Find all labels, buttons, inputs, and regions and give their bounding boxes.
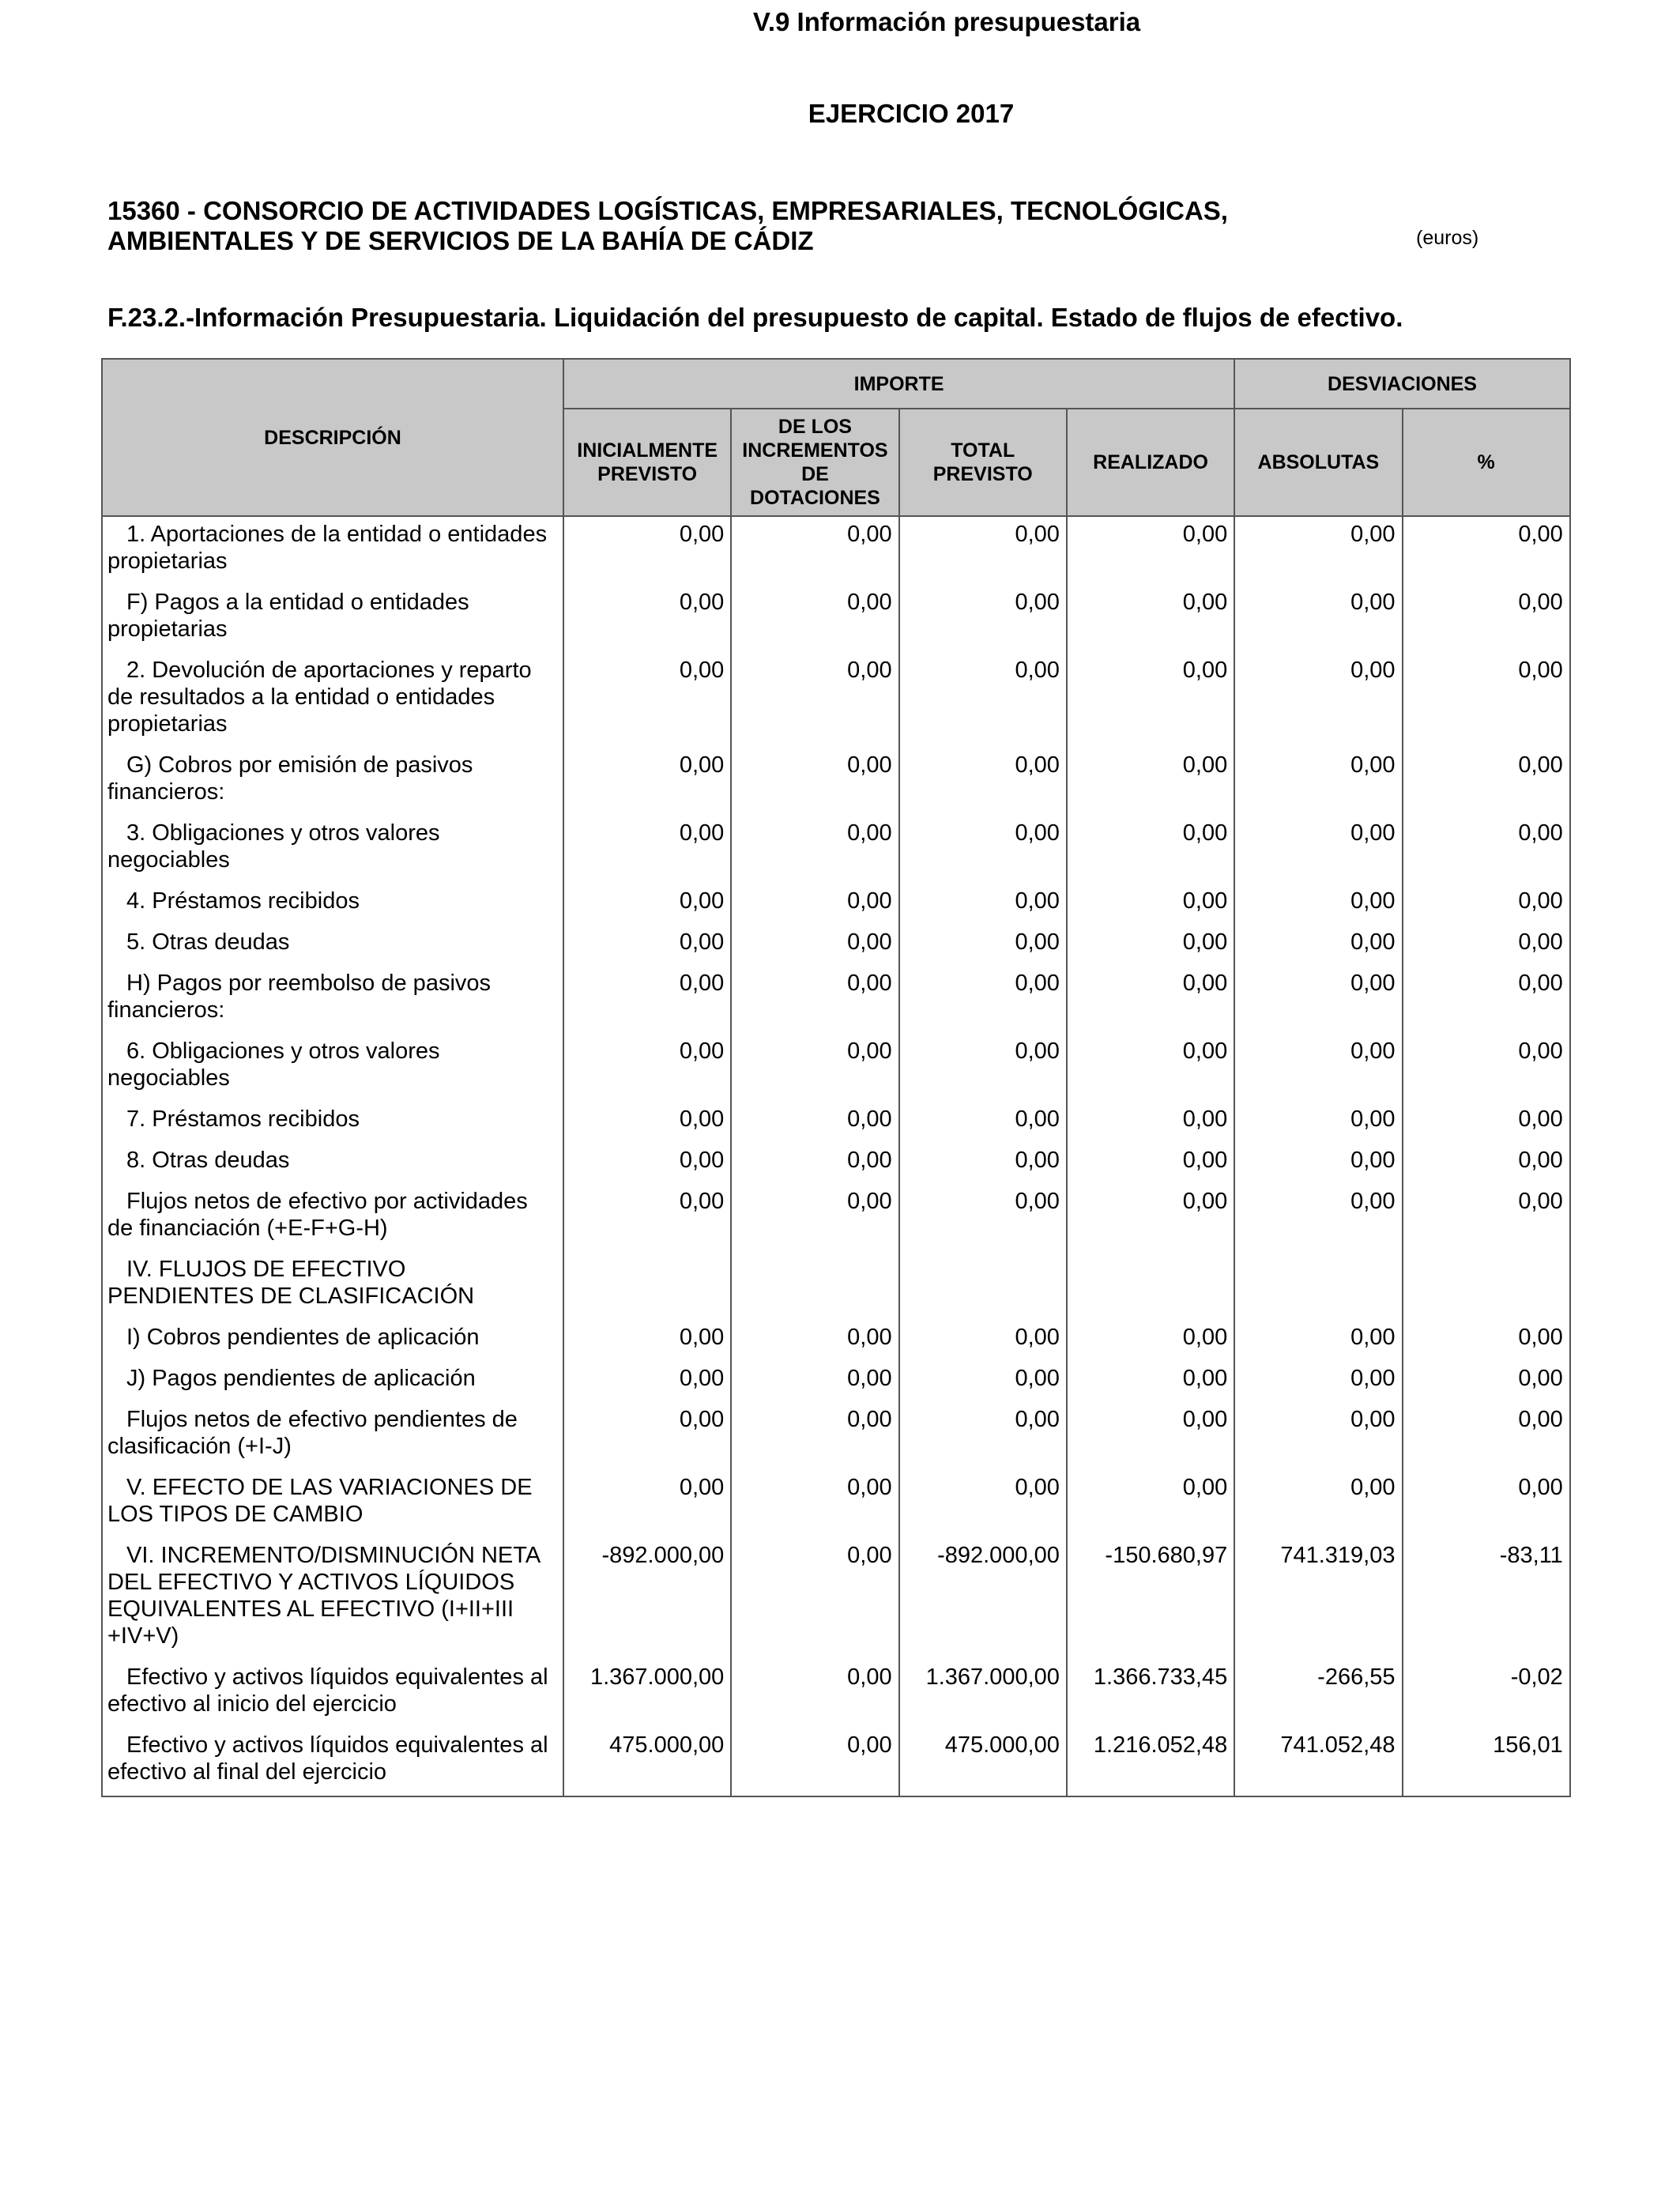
table-row	[102, 516, 1570, 585]
cell-total: 0,00	[899, 748, 1067, 816]
row-description	[102, 1402, 563, 1470]
entity-name	[107, 196, 1388, 256]
cell-absolutas: 0,00	[1234, 816, 1402, 884]
cell-realizado: 0,00	[1067, 1470, 1234, 1538]
table-row	[102, 1320, 1570, 1361]
row-description	[102, 816, 563, 884]
cell-pct: 156,01	[1403, 1728, 1570, 1796]
cell-incrementos: 0,00	[731, 516, 898, 585]
cell-inicial: 0,00	[563, 816, 731, 884]
cell-total: 0,00	[899, 966, 1067, 1034]
cell-realizado: 0,00	[1067, 1102, 1234, 1143]
cell-incrementos: 0,00	[731, 1184, 898, 1252]
cell-incrementos: 0,00	[731, 884, 898, 925]
row-description	[102, 925, 563, 966]
cell-pct: 0,00	[1403, 966, 1570, 1034]
cell-total: 0,00	[899, 925, 1067, 966]
table-row	[102, 585, 1570, 653]
cell-absolutas: 0,00	[1234, 966, 1402, 1034]
row-description-text: 4. Préstamos recibidos	[126, 888, 360, 914]
row-description	[102, 1184, 563, 1252]
row-description	[102, 1361, 563, 1402]
entity-name-line-1: 15360 - CONSORCIO DE ACTIVIDADES LOGÍSTICAS, EMPRESARIALES, TECNOLÓGICAS,	[107, 196, 1228, 225]
cell-inicial: 0,00	[563, 1402, 731, 1470]
cell-pct: 0,00	[1403, 1034, 1570, 1102]
cell-inicial: 0,00	[563, 585, 731, 653]
report-title: F.23.2.-Información Presupuestaria. Liquidación del presupuesto de capital. Estado de flujos de efectivo.	[107, 303, 1403, 332]
cell-pct: 0,00	[1403, 585, 1570, 653]
row-description-text: 8. Otras deudas	[126, 1148, 290, 1173]
cell-pct: -0,02	[1403, 1660, 1570, 1728]
cell-absolutas: 0,00	[1234, 1402, 1402, 1470]
table-row	[102, 1728, 1570, 1796]
cell-pct: 0,00	[1403, 748, 1570, 816]
table-row	[102, 1538, 1570, 1660]
table-row	[102, 653, 1570, 748]
row-description-text: 5. Otras deudas	[126, 929, 290, 955]
cell-pct: 0,00	[1403, 1320, 1570, 1361]
cell-incrementos: 0,00	[731, 1728, 898, 1796]
cell-total: 0,00	[899, 1184, 1067, 1252]
cell-pct	[1403, 1252, 1570, 1320]
section-title: V.9 Información presupuestaria	[752, 7, 1141, 36]
row-description	[102, 966, 563, 1034]
cell-incrementos: 0,00	[731, 1102, 898, 1143]
cell-realizado: 0,00	[1067, 653, 1234, 748]
cell-realizado: -150.680,97	[1067, 1538, 1234, 1660]
cell-incrementos: 0,00	[731, 1660, 898, 1728]
cell-pct: 0,00	[1403, 1102, 1570, 1143]
cell-pct: 0,00	[1403, 816, 1570, 884]
cell-absolutas: 0,00	[1234, 748, 1402, 816]
cell-realizado	[1067, 1252, 1234, 1320]
cell-incrementos: 0,00	[731, 1402, 898, 1470]
header-incrementos-dotaciones: DE LOS INCREMENTOS DE DOTACIONES	[731, 409, 898, 516]
header-total-previsto: TOTAL PREVISTO	[899, 409, 1067, 516]
table-row	[102, 1184, 1570, 1252]
cell-realizado: 1.366.733,45	[1067, 1660, 1234, 1728]
cell-total: 0,00	[899, 1143, 1067, 1184]
table-row	[102, 1402, 1570, 1470]
cell-incrementos: 0,00	[731, 1538, 898, 1660]
cell-absolutas: 0,00	[1234, 1470, 1402, 1538]
table-row	[102, 966, 1570, 1034]
header-descripcion: DESCRIPCIÓN	[102, 359, 563, 516]
row-description-text: 1. Aportaciones de la entidad o entidades propietarias	[107, 522, 548, 574]
cell-total: 1.367.000,00	[899, 1660, 1067, 1728]
cell-realizado: 0,00	[1067, 1361, 1234, 1402]
cell-inicial: 1.367.000,00	[563, 1660, 731, 1728]
table-row	[102, 1361, 1570, 1402]
cell-realizado: 0,00	[1067, 1184, 1234, 1252]
cell-total: 0,00	[899, 1320, 1067, 1361]
cell-total: 0,00	[899, 816, 1067, 884]
header-percent: %	[1403, 409, 1570, 516]
cell-total: 475.000,00	[899, 1728, 1067, 1796]
cell-absolutas: 0,00	[1234, 925, 1402, 966]
row-description	[102, 1728, 563, 1796]
entity-name-line-2: AMBIENTALES Y DE SERVICIOS DE LA BAHÍA DE CÁDIZ	[107, 226, 814, 255]
table-row	[102, 1102, 1570, 1143]
cell-realizado: 0,00	[1067, 585, 1234, 653]
cell-realizado: 1.216.052,48	[1067, 1728, 1234, 1796]
row-description	[102, 1034, 563, 1102]
cell-inicial: 0,00	[563, 925, 731, 966]
row-description-text: J) Pagos pendientes de aplicación	[126, 1366, 476, 1391]
cell-incrementos: 0,00	[731, 1470, 898, 1538]
cell-incrementos: 0,00	[731, 1320, 898, 1361]
cell-inicial: 0,00	[563, 653, 731, 748]
cell-realizado: 0,00	[1067, 966, 1234, 1034]
cell-realizado: 0,00	[1067, 1402, 1234, 1470]
row-description	[102, 1320, 563, 1361]
row-description-text: IV. FLUJOS DE EFECTIVO PENDIENTES DE CLASIFICACIÓN	[107, 1257, 475, 1309]
cell-pct: -83,11	[1403, 1538, 1570, 1660]
row-description-text: 6. Obligaciones y otros valores negociables	[107, 1039, 440, 1091]
table-row	[102, 748, 1570, 816]
table-row	[102, 816, 1570, 884]
cell-realizado: 0,00	[1067, 884, 1234, 925]
cell-pct: 0,00	[1403, 653, 1570, 748]
row-description-text: I) Cobros pendientes de aplicación	[126, 1325, 480, 1350]
budget-table-body	[102, 516, 1570, 1796]
cell-incrementos: 0,00	[731, 653, 898, 748]
cell-inicial: 0,00	[563, 1034, 731, 1102]
cell-incrementos	[731, 1252, 898, 1320]
cell-absolutas: 0,00	[1234, 1361, 1402, 1402]
row-description-text: 3. Obligaciones y otros valores negociables	[107, 820, 440, 873]
cell-inicial: 0,00	[563, 1102, 731, 1143]
cell-total: 0,00	[899, 1402, 1067, 1470]
table-row	[102, 1143, 1570, 1184]
row-description	[102, 516, 563, 585]
cell-incrementos: 0,00	[731, 816, 898, 884]
cell-pct: 0,00	[1403, 1184, 1570, 1252]
cell-incrementos: 0,00	[731, 1034, 898, 1102]
cell-inicial: 0,00	[563, 748, 731, 816]
cell-total: 0,00	[899, 884, 1067, 925]
cell-incrementos: 0,00	[731, 1361, 898, 1402]
cell-pct: 0,00	[1403, 1361, 1570, 1402]
cell-incrementos: 0,00	[731, 925, 898, 966]
cell-total: 0,00	[899, 585, 1067, 653]
header-inicialmente-previsto: INICIALMENTE PREVISTO	[563, 409, 731, 516]
cell-absolutas: 0,00	[1234, 653, 1402, 748]
row-description	[102, 585, 563, 653]
row-description-text: Flujos netos de efectivo pendientes de clasificación (+I-J)	[107, 1407, 518, 1459]
row-description	[102, 1538, 563, 1660]
row-description	[102, 1660, 563, 1728]
row-description-text: Efectivo y activos líquidos equivalentes al efectivo al inicio del ejercicio	[107, 1664, 548, 1717]
cell-inicial: -892.000,00	[563, 1538, 731, 1660]
cell-incrementos: 0,00	[731, 1143, 898, 1184]
cell-total: 0,00	[899, 1361, 1067, 1402]
row-description-text: 7. Préstamos recibidos	[126, 1106, 360, 1132]
cell-total: 0,00	[899, 1034, 1067, 1102]
table-row	[102, 1660, 1570, 1728]
row-description	[102, 1470, 563, 1538]
units-label: (euros)	[1416, 227, 1479, 249]
header-realizado: REALIZADO	[1067, 409, 1234, 516]
row-description-text: G) Cobros por emisión de pasivos financieros:	[107, 752, 473, 805]
cell-total: 0,00	[899, 1470, 1067, 1538]
cell-absolutas: 0,00	[1234, 1034, 1402, 1102]
cell-total: 0,00	[899, 653, 1067, 748]
table-row	[102, 884, 1570, 925]
row-description-text: Flujos netos de efectivo por actividades de financiación (+E-F+G-H)	[107, 1189, 528, 1241]
cell-realizado: 0,00	[1067, 748, 1234, 816]
header-absolutas: ABSOLUTAS	[1234, 409, 1402, 516]
cell-pct: 0,00	[1403, 1402, 1570, 1470]
cell-inicial: 0,00	[563, 1361, 731, 1402]
budget-table	[101, 358, 1571, 1797]
cell-absolutas: 0,00	[1234, 884, 1402, 925]
cell-absolutas: 0,00	[1234, 516, 1402, 585]
table-row	[102, 1470, 1570, 1538]
cell-total: 0,00	[899, 516, 1067, 585]
table-row	[102, 1252, 1570, 1320]
header-importe: IMPORTE	[563, 359, 1234, 409]
cell-pct: 0,00	[1403, 1143, 1570, 1184]
cell-inicial: 0,00	[563, 1143, 731, 1184]
cell-pct: 0,00	[1403, 1470, 1570, 1538]
cell-inicial	[563, 1252, 731, 1320]
row-description-text: 2. Devolución de aportaciones y reparto de resultados a la entidad o entidades propietarias	[107, 658, 532, 737]
cell-inicial: 0,00	[563, 1470, 731, 1538]
row-description-text: V. EFECTO DE LAS VARIACIONES DE LOS TIPOS DE CAMBIO	[107, 1475, 533, 1527]
cell-absolutas: 741.052,48	[1234, 1728, 1402, 1796]
cell-absolutas: 0,00	[1234, 1102, 1402, 1143]
cell-incrementos: 0,00	[731, 966, 898, 1034]
cell-total: 0,00	[899, 1102, 1067, 1143]
cell-absolutas	[1234, 1252, 1402, 1320]
cell-total: -892.000,00	[899, 1538, 1067, 1660]
cell-incrementos: 0,00	[731, 585, 898, 653]
row-description	[102, 653, 563, 748]
table-row	[102, 925, 1570, 966]
cell-absolutas: 0,00	[1234, 1143, 1402, 1184]
row-description	[102, 1143, 563, 1184]
cell-incrementos: 0,00	[731, 748, 898, 816]
cell-inicial: 475.000,00	[563, 1728, 731, 1796]
cell-inicial: 0,00	[563, 884, 731, 925]
cell-pct: 0,00	[1403, 516, 1570, 585]
exercise-year: EJERCICIO 2017	[808, 99, 1015, 128]
row-description	[102, 1102, 563, 1143]
row-description-text: VI. INCREMENTO/DISMINUCIÓN NETA DEL EFECTIVO Y ACTIVOS LÍQUIDOS EQUIVALENTES AL EFECTIVO (I+II+III +IV+V)	[107, 1543, 540, 1649]
cell-realizado: 0,00	[1067, 816, 1234, 884]
cell-realizado: 0,00	[1067, 925, 1234, 966]
row-description	[102, 884, 563, 925]
row-description	[102, 748, 563, 816]
cell-absolutas: -266,55	[1234, 1660, 1402, 1728]
cell-realizado: 0,00	[1067, 1320, 1234, 1361]
cell-inicial: 0,00	[563, 966, 731, 1034]
cell-absolutas: 0,00	[1234, 1320, 1402, 1361]
cell-absolutas: 0,00	[1234, 585, 1402, 653]
cell-realizado: 0,00	[1067, 1143, 1234, 1184]
cell-pct: 0,00	[1403, 925, 1570, 966]
cell-inicial: 0,00	[563, 516, 731, 585]
table-row	[102, 1034, 1570, 1102]
row-description-text: H) Pagos por reembolso de pasivos financieros:	[107, 971, 492, 1023]
header-desviaciones: DESVIACIONES	[1234, 359, 1570, 409]
row-description-text: Efectivo y activos líquidos equivalentes al efectivo al final del ejercicio	[107, 1732, 548, 1785]
cell-realizado: 0,00	[1067, 516, 1234, 585]
row-description-text: F) Pagos a la entidad o entidades propietarias	[107, 590, 469, 642]
cell-inicial: 0,00	[563, 1320, 731, 1361]
cell-absolutas: 741.319,03	[1234, 1538, 1402, 1660]
row-description	[102, 1252, 563, 1320]
cell-inicial: 0,00	[563, 1184, 731, 1252]
cell-total	[899, 1252, 1067, 1320]
cell-absolutas: 0,00	[1234, 1184, 1402, 1252]
cell-pct: 0,00	[1403, 884, 1570, 925]
cell-realizado: 0,00	[1067, 1034, 1234, 1102]
